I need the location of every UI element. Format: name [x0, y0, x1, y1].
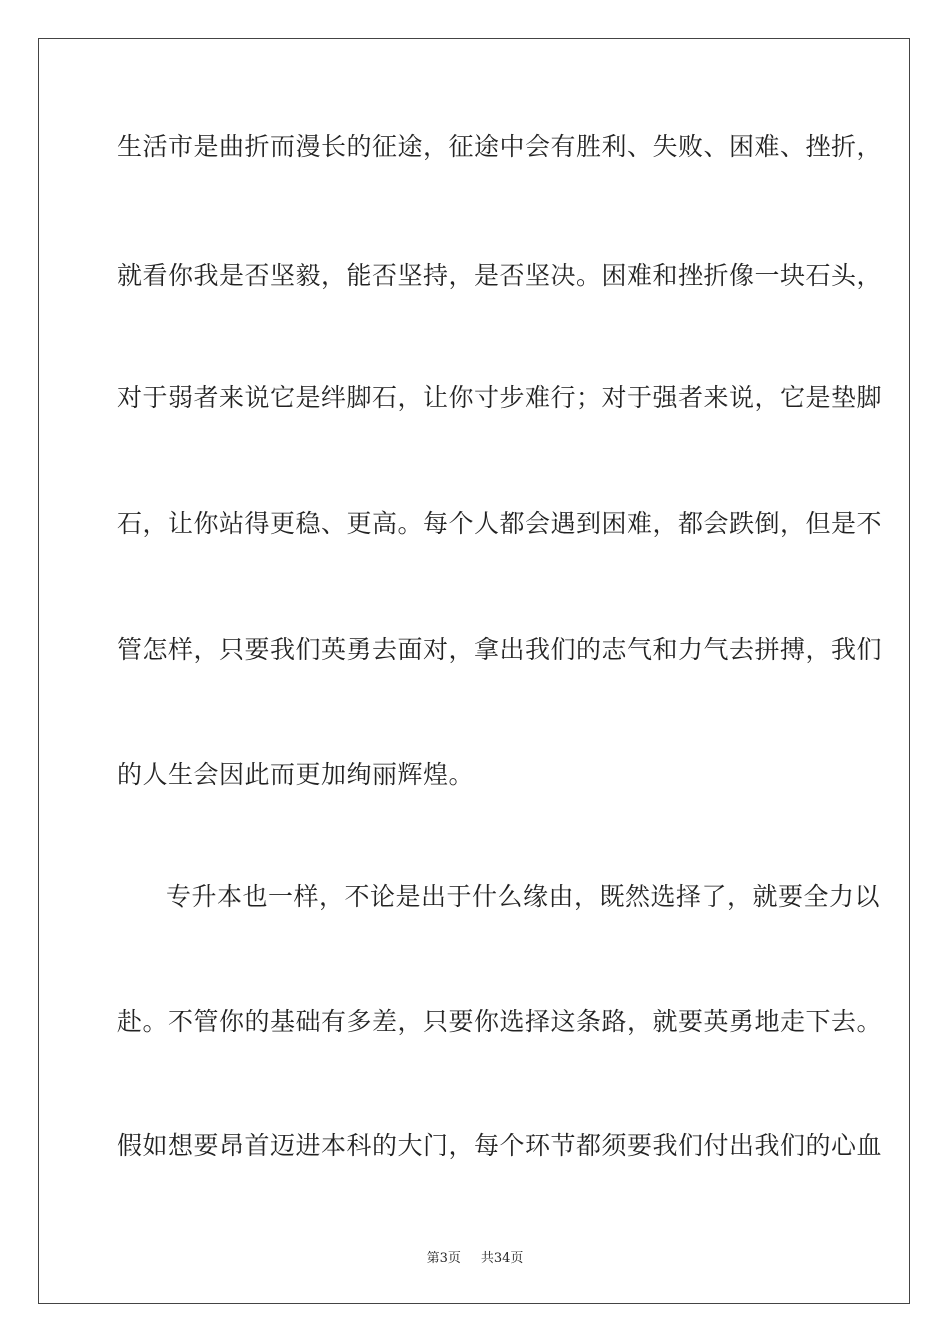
- body-text-line: 赴。不管你的基础有多差，只要你选择这条路，就要英勇地走下去。: [117, 1007, 883, 1036]
- body-text-line: 生活市是曲折而漫长的征途，征途中会有胜利、失败、困难、挫折，: [117, 132, 883, 161]
- page-border: [38, 38, 910, 1304]
- body-text-line: 对于弱者来说它是绊脚石，让你寸步难行；对于强者来说，它是垫脚: [117, 383, 883, 412]
- body-text-line-paragraph-start: 专升本也一样，不论是出于什么缘由，既然选择了，就要全力以: [166, 882, 881, 911]
- page-footer: [0, 1247, 950, 1266]
- body-text-line: 假如想要昂首迈进本科的大门，每个环节都须要我们付出我们的心血: [117, 1131, 883, 1160]
- body-text-line: 石，让你站得更稳、更高。每个人都会遇到困难，都会跌倒，但是不: [117, 509, 883, 538]
- body-text-line: 管怎样，只要我们英勇去面对，拿出我们的志气和力气去拼搏，我们: [117, 635, 883, 664]
- body-text-line: 就看你我是否坚毅，能否坚持，是否坚决。困难和挫折像一块石头，: [117, 261, 883, 290]
- current-page-label: 第3页: [426, 1251, 461, 1266]
- body-text-line: 的人生会因此而更加绚丽辉煌。: [117, 760, 475, 789]
- total-pages-label: 共34页: [480, 1251, 524, 1266]
